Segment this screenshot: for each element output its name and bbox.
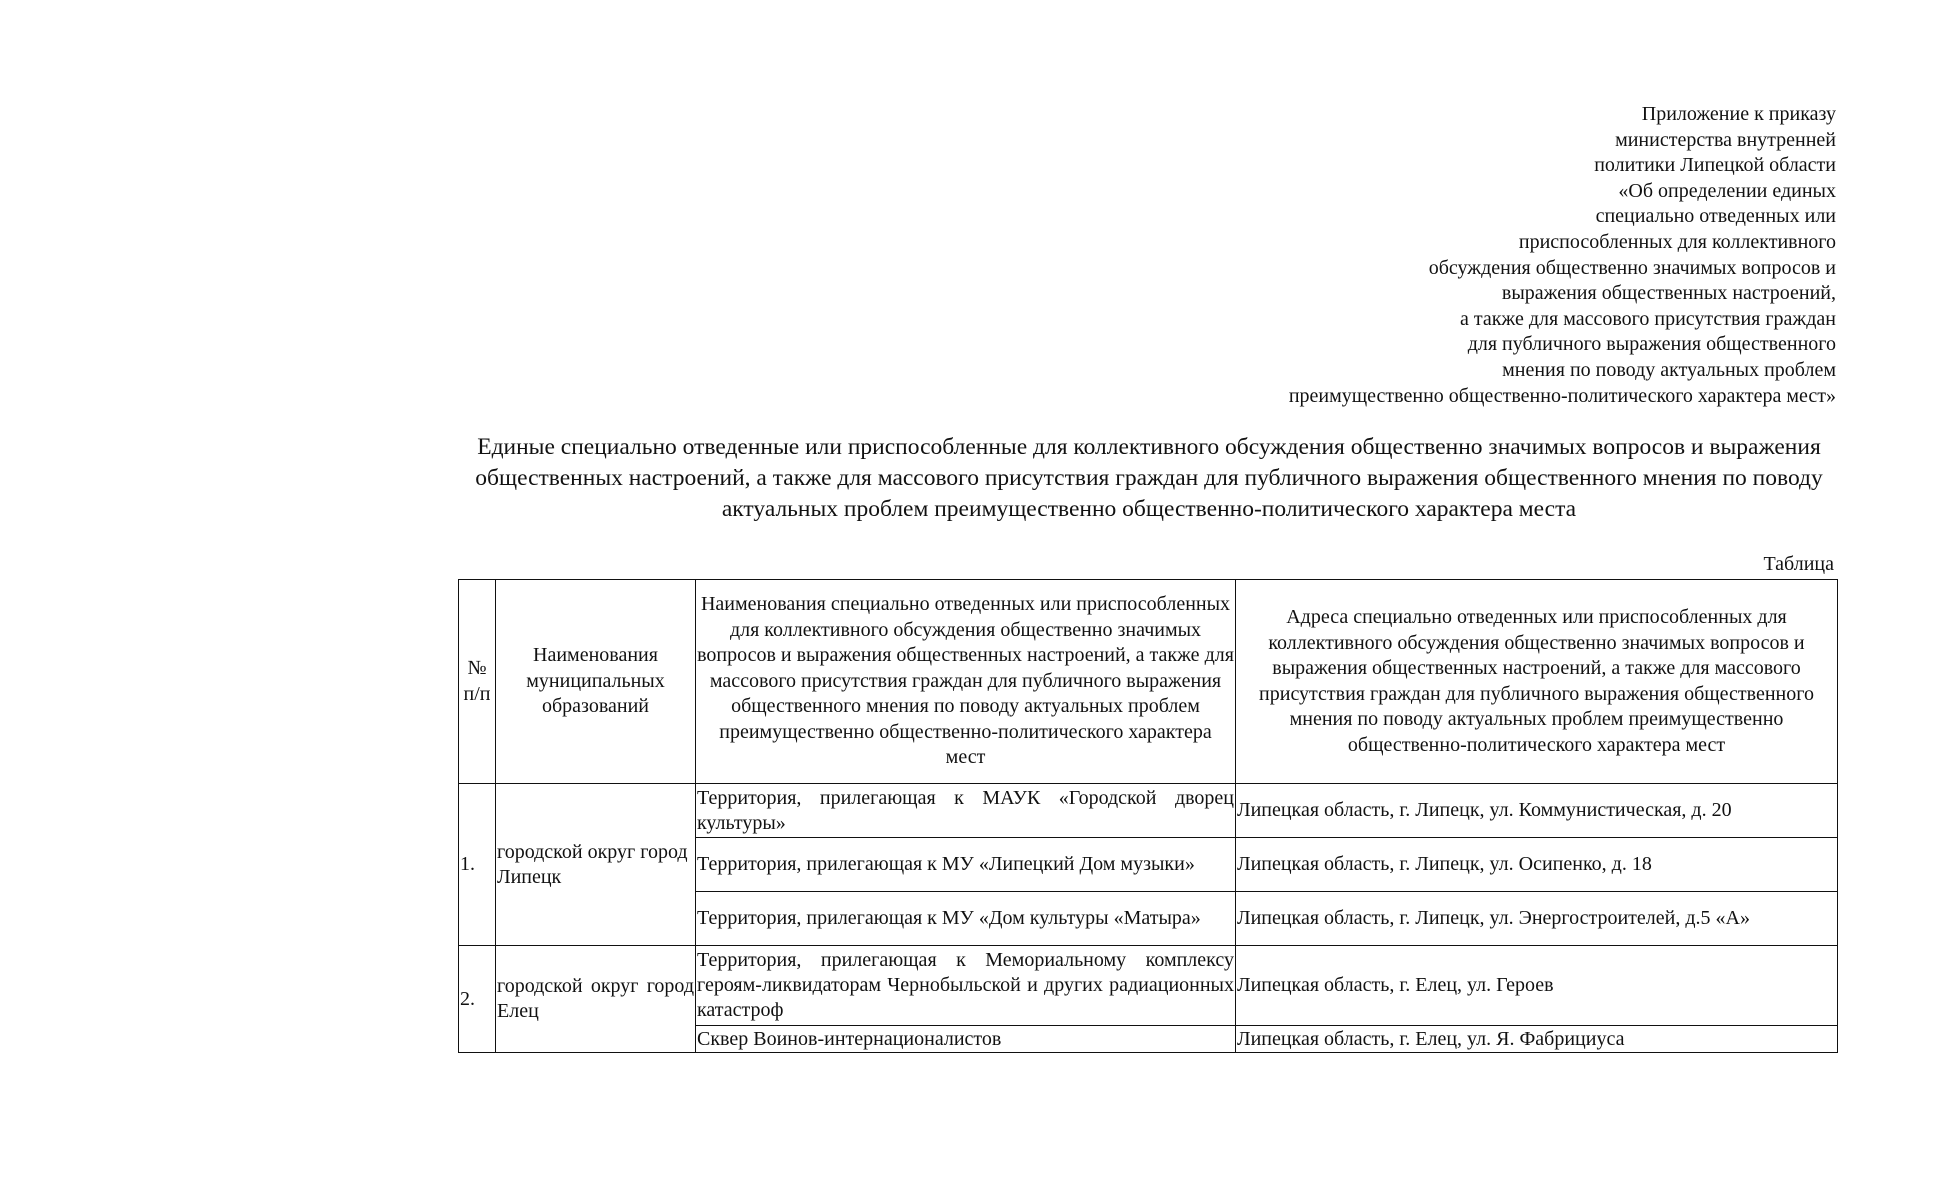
place-address: Липецкая область, г. Елец, ул. Я. Фабрициуса [1236,1026,1838,1053]
appendix-line: преимущественно общественно-политического характера мест» [1288,384,1836,407]
municipality-name: городской округ город Липецк [496,784,696,946]
table-header-row [459,580,1838,784]
table-row [459,946,1838,1026]
appendix-line: политики Липецкой области [1594,154,1836,177]
appendix-line: приспособленных для коллективного [1518,230,1836,253]
place-address: Липецкая область, г. Липецк, ул. Осипенко, д. 18 [1236,838,1838,892]
places-table [458,579,1838,1053]
place-name: Сквер Воинов-интернационалистов [696,1026,1236,1053]
place-address: Липецкая область, г. Елец, ул. Героев [1236,946,1838,1026]
appendix-heading [1116,102,1836,409]
place-address: Липецкая область, г. Липецк, ул. Коммунистическая, д. 20 [1236,784,1838,838]
place-name: Территория, прилегающая к МАУК «Городской дворец культуры» [696,784,1236,838]
appendix-line: Приложение к приказу [1641,103,1836,125]
table-label: Таблица [1763,553,1834,575]
appendix-line: мнения по поводу актуальных проблем [1502,358,1836,381]
header-place-names: Наименования специально отведенных или приспособленных для коллективного обсуждения общественно значимых вопросов и выражения общественных настроений, а также для массового присутствия граждан для публичного выражения общественного мнения по поводу актуальных проблем преимущественно общественно-политического характера мест [696,580,1236,784]
appendix-line: обсуждения общественно значимых вопросов и [1428,256,1836,279]
place-name: Территория, прилегающая к МУ «Липецкий Дом музыки» [696,838,1236,892]
appendix-line: для публичного выражения общественного [1467,333,1836,356]
appendix-line: специально отведенных или [1595,205,1836,228]
place-name: Территория, прилегающая к МУ «Дом культуры «Матыра» [696,892,1236,946]
appendix-line: а также для массового присутствия граждан [1459,307,1836,330]
appendix-line: выражения общественных настроений, [1501,282,1836,305]
header-addresses: Адреса специально отведенных или приспособленных для коллективного обсуждения общественно значимых вопросов и выражения общественных настроений, а также для массового присутствия граждан для публичного выражения общественного мнения по поводу актуальных проблем преимущественно общественно-политического характера мест [1236,580,1838,784]
municipality-name: городской округ город Елец [496,946,696,1053]
place-name: Территория, прилегающая к Мемориальному комплексу героям-ликвидаторам Чернобыльской и других радиационных катастроф [696,946,1236,1026]
header-municipality: Наименования муниципальных образований [496,580,696,784]
appendix-line: министерства внутренней [1615,128,1836,151]
appendix-line: «Об определении единых [1618,179,1836,202]
row-number: 1. [459,784,496,946]
header-num: № п/п [459,580,496,784]
table-row [459,784,1838,838]
place-address: Липецкая область, г. Липецк, ул. Энергостроителей, д.5 «А» [1236,892,1838,946]
row-number: 2. [459,946,496,1053]
document-title: Единые специально отведенные или приспособленные для коллективного обсуждения общественно значимых вопросов и выражения общественных настроений, а также для массового присутствия граждан для публичного выражения общественного мнения по поводу актуальных проблем преимущественно общественно-политического характера места [475,434,1823,522]
